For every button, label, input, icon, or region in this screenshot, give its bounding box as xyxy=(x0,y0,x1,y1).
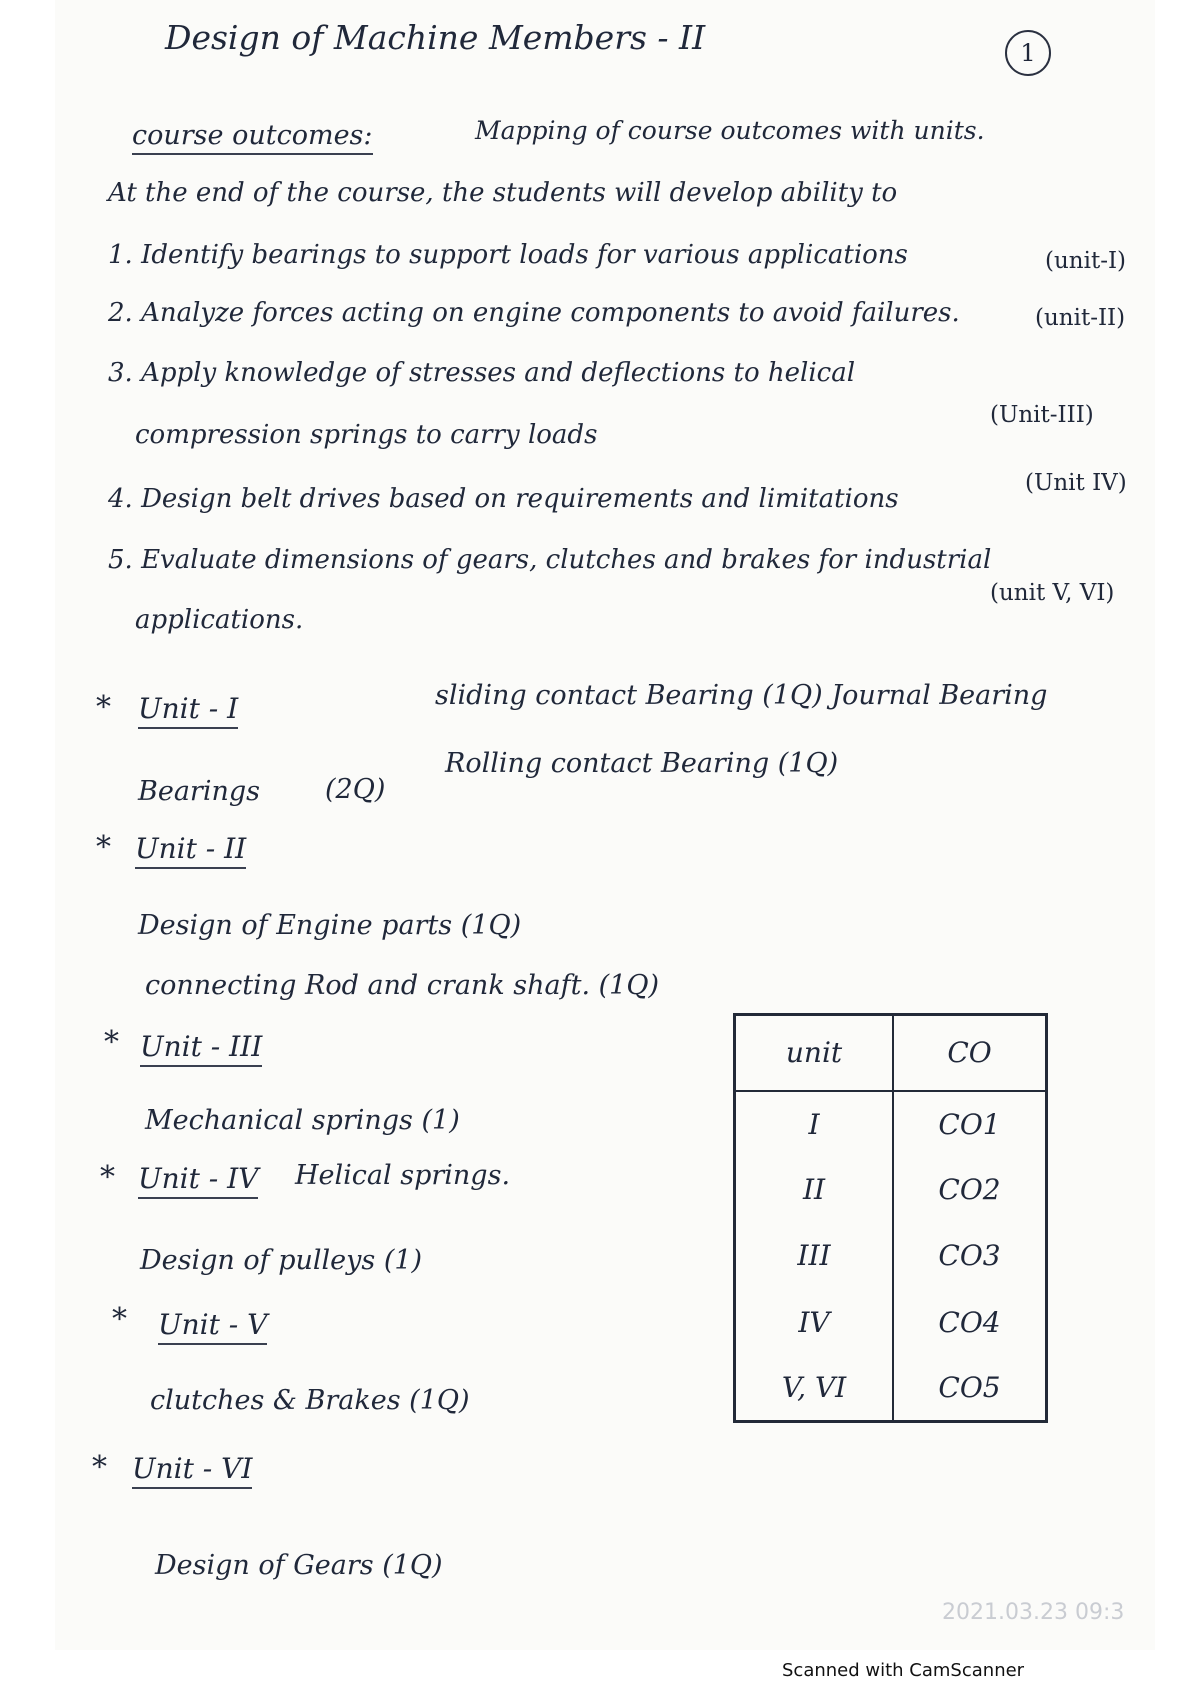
bullet-star: * xyxy=(100,1160,115,1195)
unit-1-line-2: Rolling contact Bearing (1Q) xyxy=(445,748,839,779)
unit-4-line-1: Design of pulleys (1) xyxy=(140,1245,423,1276)
unit-6-heading: Unit - VI xyxy=(132,1452,252,1489)
table-cell-unit: II xyxy=(802,1173,826,1207)
table-row xyxy=(735,1355,1047,1421)
unit-3-heading: Unit - III xyxy=(140,1030,262,1067)
mapping-heading: Mapping of course outcomes with units. xyxy=(475,116,985,145)
unit-5-line-1: clutches & Brakes (1Q) xyxy=(150,1385,470,1416)
outcome-5-cont: applications. xyxy=(135,605,304,635)
table-row xyxy=(735,1289,1047,1355)
outcome-2: 2. Analyze forces acting on engine components to avoid failures. xyxy=(108,298,960,328)
outcome-4: 4. Design belt drives based on requirements and limitations xyxy=(108,484,899,514)
table-cell-unit: III xyxy=(797,1239,831,1273)
bullet-star: * xyxy=(92,1450,107,1485)
table-row xyxy=(735,1223,1047,1289)
table-cell-co: CO4 xyxy=(893,1289,1046,1355)
unit-4-heading: Unit - IV xyxy=(138,1162,258,1199)
outcome-1: 1. Identify bearings to support loads for various applications xyxy=(108,240,908,270)
table-header-row xyxy=(735,1015,1047,1091)
unit-2-line-2: connecting Rod and crank shaft. (1Q) xyxy=(145,970,659,1001)
unit-3-line-1: Mechanical springs (1) xyxy=(145,1105,460,1136)
outcome-5-unit: (unit V, VI) xyxy=(990,580,1115,606)
table-cell-unit: V, VI xyxy=(781,1371,847,1405)
intro-text: At the end of the course, the students will develop ability to xyxy=(108,178,898,208)
outcome-4-unit: (Unit IV) xyxy=(1025,470,1127,496)
scan-timestamp: 2021.03.23 09:3 xyxy=(942,1600,1125,1625)
outcome-5: 5. Evaluate dimensions of gears, clutches and brakes for industrial xyxy=(108,545,992,575)
column-header-co: CO xyxy=(893,1015,1046,1091)
table-row xyxy=(735,1157,1047,1223)
unit-1-line-1: sliding contact Bearing (1Q) Journal Bearing xyxy=(435,680,1048,711)
unit-4-extra: Helical springs. xyxy=(295,1160,511,1191)
unit-1-heading: Unit - I xyxy=(138,692,238,729)
table-cell-co: CO3 xyxy=(893,1223,1046,1289)
unit-6-line-1: Design of Gears (1Q) xyxy=(155,1550,443,1581)
outcome-1-unit: (unit-I) xyxy=(1045,248,1127,274)
unit-co-mapping-table xyxy=(733,1013,1048,1423)
bullet-star: * xyxy=(104,1025,119,1060)
unit-5-heading: Unit - V xyxy=(158,1308,267,1345)
outcome-3-cont: compression springs to carry loads xyxy=(135,420,598,450)
outcome-2-unit: (unit-II) xyxy=(1035,305,1126,331)
table-cell-co: CO2 xyxy=(893,1157,1046,1223)
table-cell-co: CO5 xyxy=(893,1355,1046,1421)
table-cell-unit: I xyxy=(808,1107,820,1141)
unit-1-count: (2Q) xyxy=(325,774,386,805)
scanned-with-label: Scanned with CamScanner xyxy=(782,1660,1025,1681)
bullet-star: * xyxy=(112,1302,127,1337)
page-title: Design of Machine Members - II xyxy=(165,18,706,57)
unit-1-label: Bearings xyxy=(138,776,260,807)
table-cell-co: CO1 xyxy=(893,1091,1046,1157)
page-number: 1 xyxy=(1005,30,1051,76)
column-header-unit: unit xyxy=(735,1015,894,1091)
unit-2-line-1: Design of Engine parts (1Q) xyxy=(138,910,522,941)
bullet-star: * xyxy=(96,830,111,865)
outcome-3-unit: (Unit-III) xyxy=(990,402,1094,428)
bullet-star: * xyxy=(96,690,111,725)
table-cell-unit: IV xyxy=(798,1305,830,1339)
course-outcomes-heading: course outcomes: xyxy=(132,120,373,155)
outcome-3: 3. Apply knowledge of stresses and deflections to helical xyxy=(108,358,856,388)
table-row xyxy=(735,1091,1047,1157)
unit-2-heading: Unit - II xyxy=(135,832,246,869)
